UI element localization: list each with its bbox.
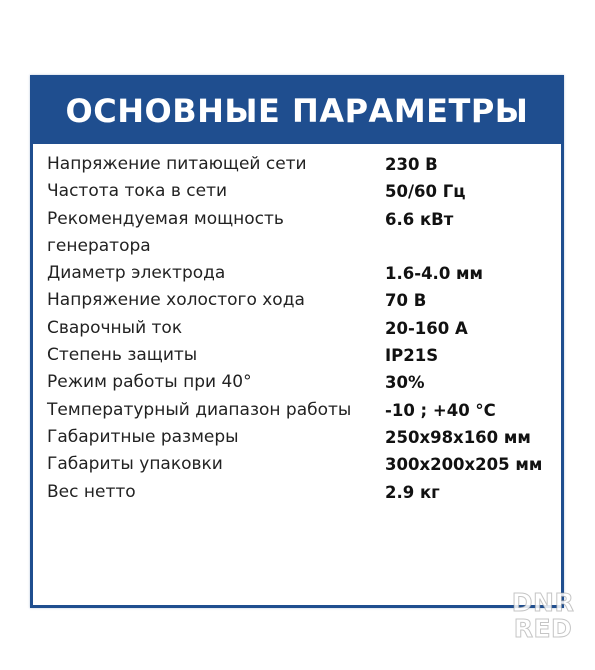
param-value: 50/60 Гц xyxy=(385,182,466,202)
param-row-temperature-range xyxy=(47,397,547,424)
watermark-line: RED xyxy=(513,614,573,643)
param-label: Диаметр электрода xyxy=(47,263,226,284)
param-row-frequency xyxy=(47,178,547,205)
param-row-net-weight xyxy=(47,479,547,506)
param-value: 70 В xyxy=(385,291,427,311)
watermark-line: DNR xyxy=(511,588,575,617)
page-title: ОСНОВНЫЕ ПАРАМЕТРЫ xyxy=(65,92,529,130)
param-value: 300x200x205 мм xyxy=(385,455,543,475)
param-row-protection-class xyxy=(47,342,547,369)
parameters-card xyxy=(30,75,564,608)
param-label: Режим работы при 40° xyxy=(47,372,252,393)
param-value: 230 В xyxy=(385,155,438,174)
param-label: Температурный диапазон работы xyxy=(47,399,352,420)
param-value: 250x98x160 мм xyxy=(385,427,531,447)
param-label: Частота тока в сети xyxy=(47,181,228,202)
param-value: -10 ; +40 °С xyxy=(385,400,496,420)
param-value: 1.6-4.0 мм xyxy=(385,264,484,284)
param-label: Габаритные размеры xyxy=(47,426,239,447)
param-row-welding-current xyxy=(47,315,547,342)
title-banner xyxy=(33,78,561,144)
param-label: Габариты упаковки xyxy=(47,454,223,475)
param-row-package-dimensions xyxy=(47,451,547,478)
param-row-supply-voltage xyxy=(47,151,547,178)
parameters-list xyxy=(47,151,547,506)
param-value: 6.6 кВт xyxy=(385,209,454,229)
param-value: 20-160 А xyxy=(385,318,468,338)
param-label: Рекомендуемая мощность генератора xyxy=(47,208,284,256)
watermark-logo xyxy=(508,590,578,642)
param-row-duty-cycle xyxy=(47,369,547,396)
param-value: 30% xyxy=(385,373,425,393)
param-row-generator-power xyxy=(47,206,547,261)
param-label: Сварочный ток xyxy=(47,317,183,338)
param-row-dimensions xyxy=(47,424,547,451)
param-label: Напряжение питающей сети xyxy=(47,154,307,174)
param-value: IP21S xyxy=(385,346,439,366)
param-label: Напряжение холостого хода xyxy=(47,290,305,311)
param-label: Вес нетто xyxy=(47,481,136,502)
param-row-open-circuit-voltage xyxy=(47,287,547,314)
param-row-electrode-diameter xyxy=(47,260,547,287)
param-label: Степень защиты xyxy=(47,345,198,366)
param-value: 2.9 кг xyxy=(385,482,440,502)
